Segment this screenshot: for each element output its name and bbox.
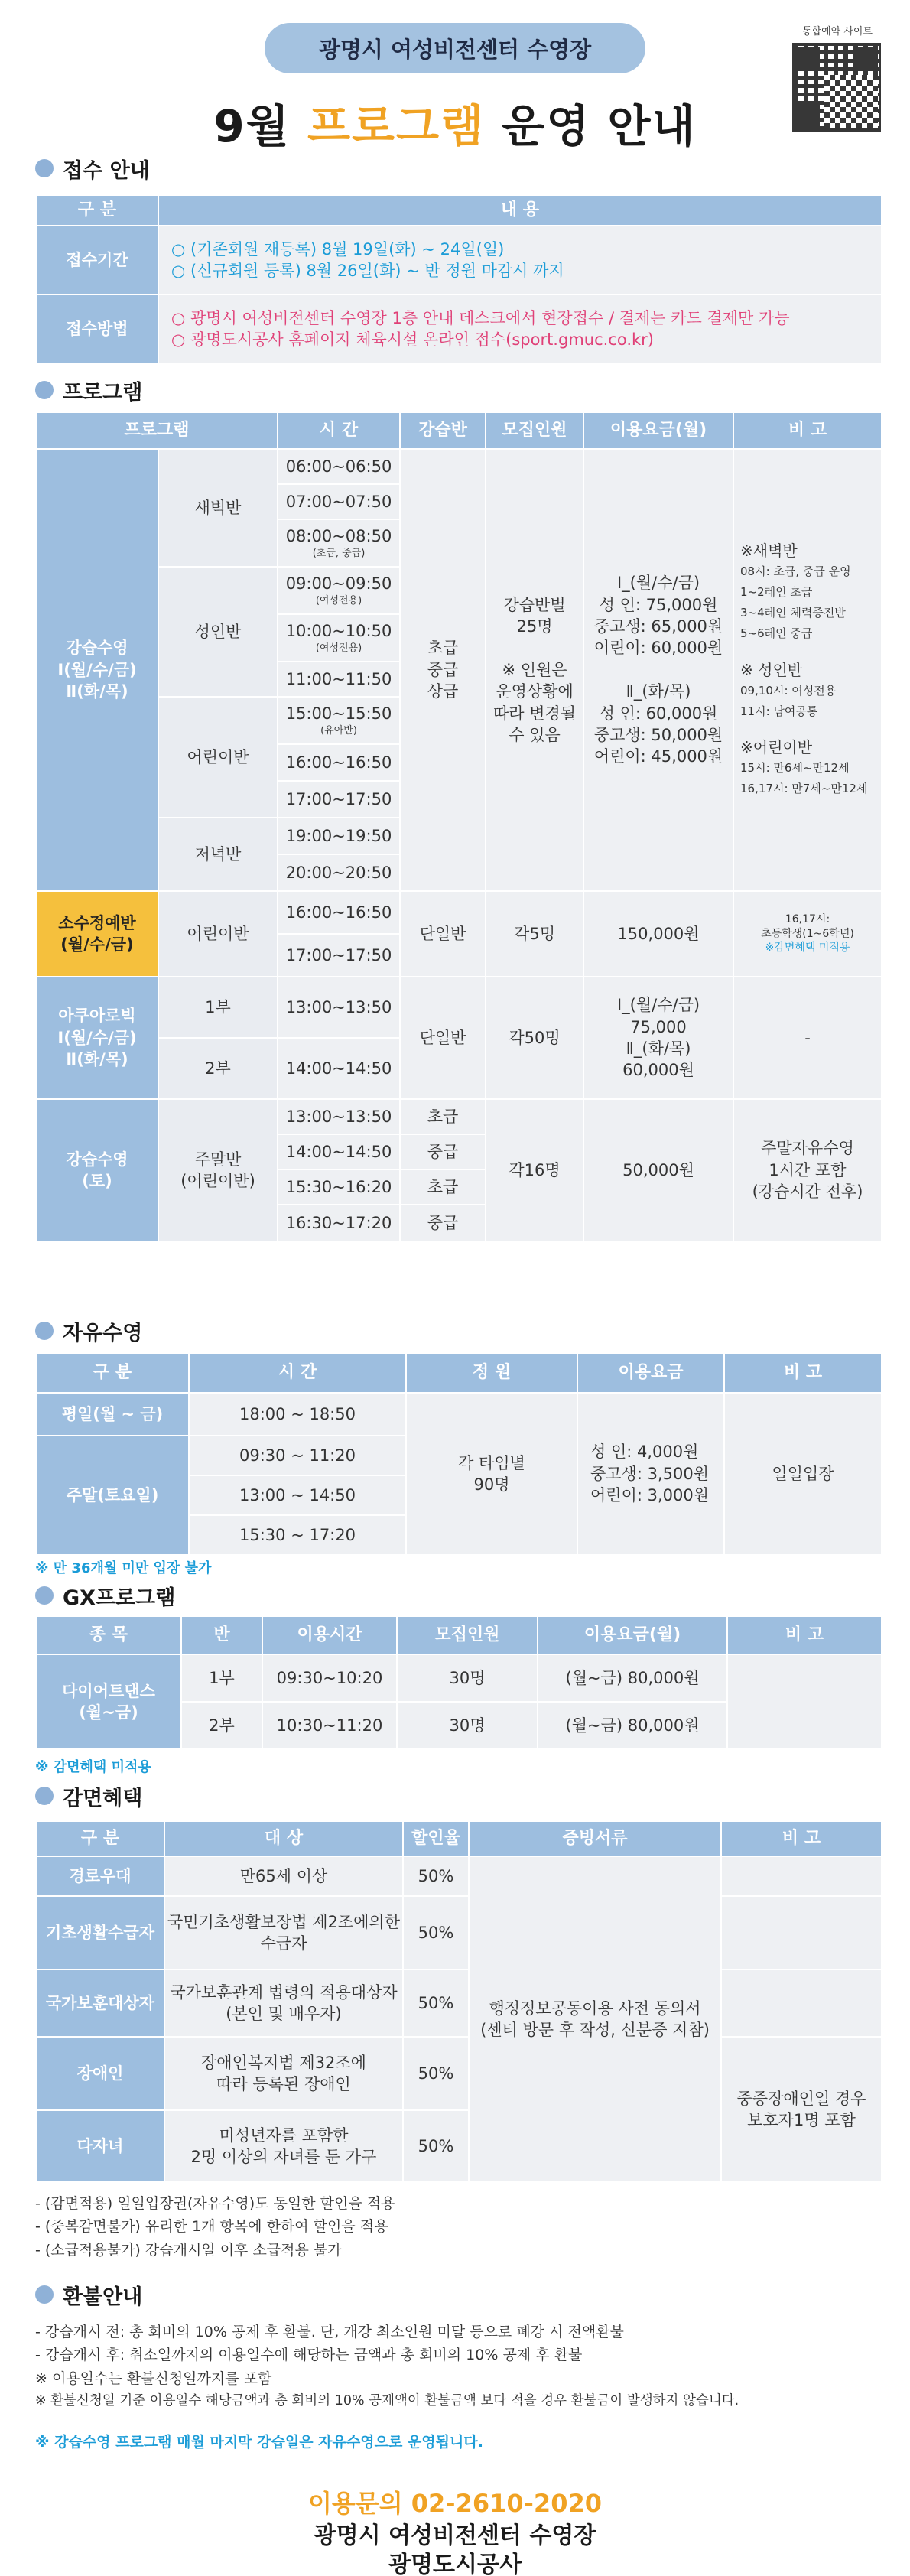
table-cell: 각 타임별 90명 bbox=[406, 1393, 577, 1555]
section-discount: 감면혜택 bbox=[35, 1781, 142, 1811]
table-cell bbox=[721, 1856, 882, 1896]
table-cell: 중급 bbox=[400, 1134, 486, 1169]
table-header-cell: 종 목 bbox=[36, 1616, 181, 1654]
table-cell: 16,17시: 초등학생(1~6학년) ※감면혜택 미적용 bbox=[733, 891, 882, 977]
table-cell: ○ (기존회원 재등록) 8월 19일(화) ~ 24일(일) ○ (신규회원 등록) 8월 26일(화) ~ 반 정원 마감시 까지 bbox=[158, 226, 882, 294]
table-cell: 09:30~10:20 bbox=[262, 1654, 397, 1702]
table-cell: 강습수영 (토) bbox=[36, 1099, 158, 1241]
table-cell: 30명 bbox=[397, 1654, 538, 1702]
program-table bbox=[35, 411, 882, 1242]
table-cell bbox=[727, 1654, 882, 1749]
gx-table bbox=[35, 1615, 882, 1750]
table-header-cell: 프로그램 bbox=[36, 412, 278, 449]
table-cell: 13:00 ~ 14:50 bbox=[189, 1475, 406, 1515]
table-header-cell: 모집인원 bbox=[486, 412, 583, 449]
table-cell: 50% bbox=[403, 2037, 469, 2110]
table-cell: 단일반 bbox=[400, 977, 486, 1099]
table-header-cell: 할인율 bbox=[403, 1821, 469, 1856]
table-cell: 경로우대 bbox=[36, 1856, 164, 1896]
table-cell: 50% bbox=[403, 1969, 469, 2037]
table-cell: 150,000원 bbox=[583, 891, 733, 977]
table-cell: ○ 광명시 여성비전센터 수영장 1층 안내 데스크에서 현장접수 / 결제는 카드 결제만 가능 ○ 광명도시공사 홈페이지 체육시설 온라인 접수(sport.gmuc.co.kr) bbox=[158, 294, 882, 363]
table-cell: 중증장애인일 경우 보호자1명 포함 bbox=[721, 2037, 882, 2182]
table-cell: 국가보훈대상자 bbox=[36, 1969, 164, 2037]
table-cell: 다이어트댄스 (월~금) bbox=[36, 1654, 181, 1749]
table-cell: 주말반 (어린이반) bbox=[158, 1099, 278, 1241]
table-header-cell: 증빙서류 bbox=[469, 1821, 721, 1856]
table-cell: 07:00~07:50 bbox=[278, 484, 400, 519]
section-free-swim: 자유수영 bbox=[35, 1316, 142, 1346]
section-reception: 접수 안내 bbox=[35, 153, 150, 184]
section-program: 프로그램 bbox=[35, 375, 142, 405]
table-cell: 단일반 bbox=[400, 891, 486, 977]
table-cell: 10:00~10:50 (여성전용) bbox=[278, 614, 400, 662]
table-cell bbox=[721, 1896, 882, 1969]
table-cell: 초급 bbox=[400, 1099, 486, 1134]
table-cell: 장애인복지법 제32조에 따라 등록된 장애인 bbox=[164, 2037, 403, 2110]
bullet-icon bbox=[35, 2285, 54, 2304]
section-gx: GX프로그램 bbox=[35, 1580, 175, 1611]
table-cell: 15:30 ~ 17:20 bbox=[189, 1515, 406, 1555]
contact-phone: 이용문의 02-2610-2020 bbox=[307, 2489, 602, 2518]
free-swim-note: ※ 만 36개월 미만 입장 불가 bbox=[35, 1560, 212, 1576]
table-cell: 각16명 bbox=[486, 1099, 583, 1241]
table-cell: Ⅰ_(월/수/금) 성 인: 75,000원 중고생: 65,000원 어린이: 60,000원 Ⅱ_(화/목) 성 인: 60,000원 중고생: 50,000원 어린이: 45,000원 bbox=[583, 449, 733, 891]
table-header-cell: 비 고 bbox=[724, 1353, 882, 1393]
table-cell: 2부 bbox=[158, 1038, 278, 1099]
table-cell: 행정정보공동이용 사전 동의서 (센터 방문 후 작성, 신분증 지참) bbox=[469, 1856, 721, 2182]
refund-notes: - 강습개시 전: 총 회비의 10% 공제 후 환불. 단, 개강 최소인원 미달 등으로 폐강 시 전액환불 - 강습개시 후: 취소일까지의 이용일수에 해당하는 금액과 총 회비의 10% 공제 후 환불 ※ 이용일수는 환불신청일까지를 포함 ※ 환불신청일 기준 이용일수 해당금액과 총 회비의 10% 공제액이 환불금액 보다 적을 경우 환불금이 발생하지 않습니다. bbox=[35, 2324, 739, 2409]
table-cell: 국가보훈관계 법령의 적용대상자 (본인 및 배우자) bbox=[164, 1969, 403, 2037]
header-pill: 광명시 여성비전센터 수영장 bbox=[265, 23, 645, 73]
table-cell: 기초생활수급자 bbox=[36, 1896, 164, 1969]
table-cell: 만65세 이상 bbox=[164, 1856, 403, 1896]
table-cell: 15:00~15:50 (유아반) bbox=[278, 697, 400, 744]
table-cell: 11:00~11:50 bbox=[278, 662, 400, 697]
table-cell: 30명 bbox=[397, 1702, 538, 1749]
refund-blue-note: ※ 강습수영 프로그램 매월 마지막 강습일은 자유수영으로 운영됩니다. bbox=[35, 2434, 483, 2451]
table-cell: 2부 bbox=[181, 1702, 262, 1749]
table-header-cell: 반 bbox=[181, 1616, 262, 1654]
table-cell: 19:00~19:50 bbox=[278, 818, 400, 854]
discount-notes: - (감면적용) 일일입장권(자유수영)도 동일한 할인을 적용 - (중복감면불가) 유리한 1개 항목에 한하여 할인을 적용 - (소급적용불가) 강습개시일 이후 소급적용 불가 bbox=[35, 2195, 395, 2259]
table-cell: 17:00~17:50 bbox=[278, 934, 400, 977]
table-header-cell: 구 분 bbox=[36, 195, 158, 226]
table-cell: 17:00~17:50 bbox=[278, 781, 400, 818]
table-header-cell: 이용요금(월) bbox=[583, 412, 733, 449]
table-cell: 일일입장 bbox=[724, 1393, 882, 1555]
table-cell: 10:30~11:20 bbox=[262, 1702, 397, 1749]
footer-org: 광명시 여성비전센터 수영장 bbox=[314, 2522, 596, 2549]
table-cell: 1부 bbox=[181, 1654, 262, 1702]
bullet-icon bbox=[35, 159, 54, 177]
table-header-cell: 정 원 bbox=[406, 1353, 577, 1393]
table-cell: 50% bbox=[403, 2110, 469, 2182]
table-cell: 13:00~13:50 bbox=[278, 977, 400, 1038]
table-cell: 저녁반 bbox=[158, 818, 278, 891]
bullet-icon bbox=[35, 1322, 54, 1340]
table-cell: 접수방법 bbox=[36, 294, 158, 363]
table-cell: ※새벽반 08시: 초급, 중급 운영 1~2레인 초급 3~4레인 체력증진반 5~6레인 중급 ※ 성인반 09,10시: 여성전용 11시: 남여공통 ※어린이반 15시: 만6세~만12세 16,17시: 만7세~만12세 bbox=[733, 449, 882, 891]
table-cell: 09:00~09:50 (여성전용) bbox=[278, 567, 400, 614]
table-cell: 14:00~14:50 bbox=[278, 1038, 400, 1099]
table-cell: 중급 bbox=[400, 1205, 486, 1241]
table-header-cell: 시 간 bbox=[189, 1353, 406, 1393]
table-header-cell: 비 고 bbox=[733, 412, 882, 449]
gx-note: ※ 감면혜택 미적용 bbox=[35, 1759, 151, 1775]
table-cell: 미성년자를 포함한 2명 이상의 자녀를 둔 가구 bbox=[164, 2110, 403, 2182]
table-cell: 강습반별 25명 ※ 인원은 운영상황에 따라 변경될 수 있음 bbox=[486, 449, 583, 891]
table-cell: 아쿠아로빅 Ⅰ(월/수/금) Ⅱ(화/목) bbox=[36, 977, 158, 1099]
table-cell: (월~금) 80,000원 bbox=[538, 1654, 727, 1702]
table-cell: 주말자유수영 1시간 포함 (강습시간 전후) bbox=[733, 1099, 882, 1241]
table-header-cell: 구 분 bbox=[36, 1353, 189, 1393]
table-header-cell: 강습반 bbox=[400, 412, 486, 449]
table-header-cell: 모집인원 bbox=[397, 1616, 538, 1654]
table-cell: 성인반 bbox=[158, 567, 278, 697]
free-swim-table bbox=[35, 1352, 882, 1556]
page-title: 9월 프로그램 운영 안내 bbox=[213, 100, 697, 152]
table-cell: 주말(토요일) bbox=[36, 1436, 189, 1555]
table-cell: 50,000원 bbox=[583, 1099, 733, 1241]
discount-table bbox=[35, 1820, 882, 2183]
table-cell: 장애인 bbox=[36, 2037, 164, 2110]
table-header-cell: 이용요금 bbox=[577, 1353, 724, 1393]
table-header-cell: 이용요금(월) bbox=[538, 1616, 727, 1654]
table-cell: 13:00~13:50 bbox=[278, 1099, 400, 1134]
table-cell: 접수기간 bbox=[36, 226, 158, 294]
bullet-icon bbox=[35, 1586, 54, 1605]
table-header-cell: 시 간 bbox=[278, 412, 400, 449]
section-refund: 환불안내 bbox=[35, 2279, 142, 2310]
table-cell: 새벽반 bbox=[158, 449, 278, 567]
table-header-cell: 비 고 bbox=[727, 1616, 882, 1654]
table-cell: 각5명 bbox=[486, 891, 583, 977]
table-cell: 강습수영 Ⅰ(월/수/금) Ⅱ(화/목) bbox=[36, 449, 158, 891]
table-cell: 16:00~16:50 bbox=[278, 891, 400, 934]
table-cell: Ⅰ_(월/수/금) 75,000 Ⅱ_(화/목) 60,000원 bbox=[583, 977, 733, 1099]
table-header-cell: 내 용 bbox=[158, 195, 882, 226]
table-cell: 평일(월 ~ 금) bbox=[36, 1393, 189, 1436]
bullet-icon bbox=[35, 381, 54, 399]
table-cell: 06:00~06:50 bbox=[278, 449, 400, 484]
table-header-cell: 대 상 bbox=[164, 1821, 403, 1856]
table-cell: 어린이반 bbox=[158, 891, 278, 977]
reception-table bbox=[35, 194, 882, 364]
footer-company: 광명도시공사 bbox=[388, 2552, 522, 2576]
qr-label: 통합예약 사이트 bbox=[801, 26, 873, 37]
table-cell: 50% bbox=[403, 1856, 469, 1896]
bullet-icon bbox=[35, 1787, 54, 1805]
table-header-cell: 비 고 bbox=[721, 1821, 882, 1856]
table-cell: 소수정예반 (월/수/금) bbox=[36, 891, 158, 977]
table-cell: 50% bbox=[403, 1896, 469, 1969]
table-header-cell: 구 분 bbox=[36, 1821, 164, 1856]
table-cell: 15:30~16:20 bbox=[278, 1169, 400, 1205]
table-cell: 14:00~14:50 bbox=[278, 1134, 400, 1169]
table-cell: 다자녀 bbox=[36, 2110, 164, 2182]
table-header-cell: 이용시간 bbox=[262, 1616, 397, 1654]
table-cell: 08:00~08:50 (초급, 중급) bbox=[278, 519, 400, 567]
table-cell: - bbox=[733, 977, 882, 1099]
table-cell: 각50명 bbox=[486, 977, 583, 1099]
table-cell: 16:00~16:50 bbox=[278, 744, 400, 781]
table-cell: 20:00~20:50 bbox=[278, 854, 400, 891]
table-cell: 성 인: 4,000원 중고생: 3,500원 어린이: 3,000원 bbox=[577, 1393, 724, 1555]
table-cell: 국민기초생활보장법 제2조에의한 수급자 bbox=[164, 1896, 403, 1969]
table-cell: 초급 중급 상급 bbox=[400, 449, 486, 891]
table-cell bbox=[721, 1969, 882, 2037]
table-cell: 16:30~17:20 bbox=[278, 1205, 400, 1241]
table-cell: 18:00 ~ 18:50 bbox=[189, 1393, 406, 1436]
table-cell: 어린이반 bbox=[158, 697, 278, 818]
table-cell: 09:30 ~ 11:20 bbox=[189, 1436, 406, 1475]
table-cell: 초급 bbox=[400, 1169, 486, 1205]
table-cell: 1부 bbox=[158, 977, 278, 1038]
table-cell: (월~금) 80,000원 bbox=[538, 1702, 727, 1749]
